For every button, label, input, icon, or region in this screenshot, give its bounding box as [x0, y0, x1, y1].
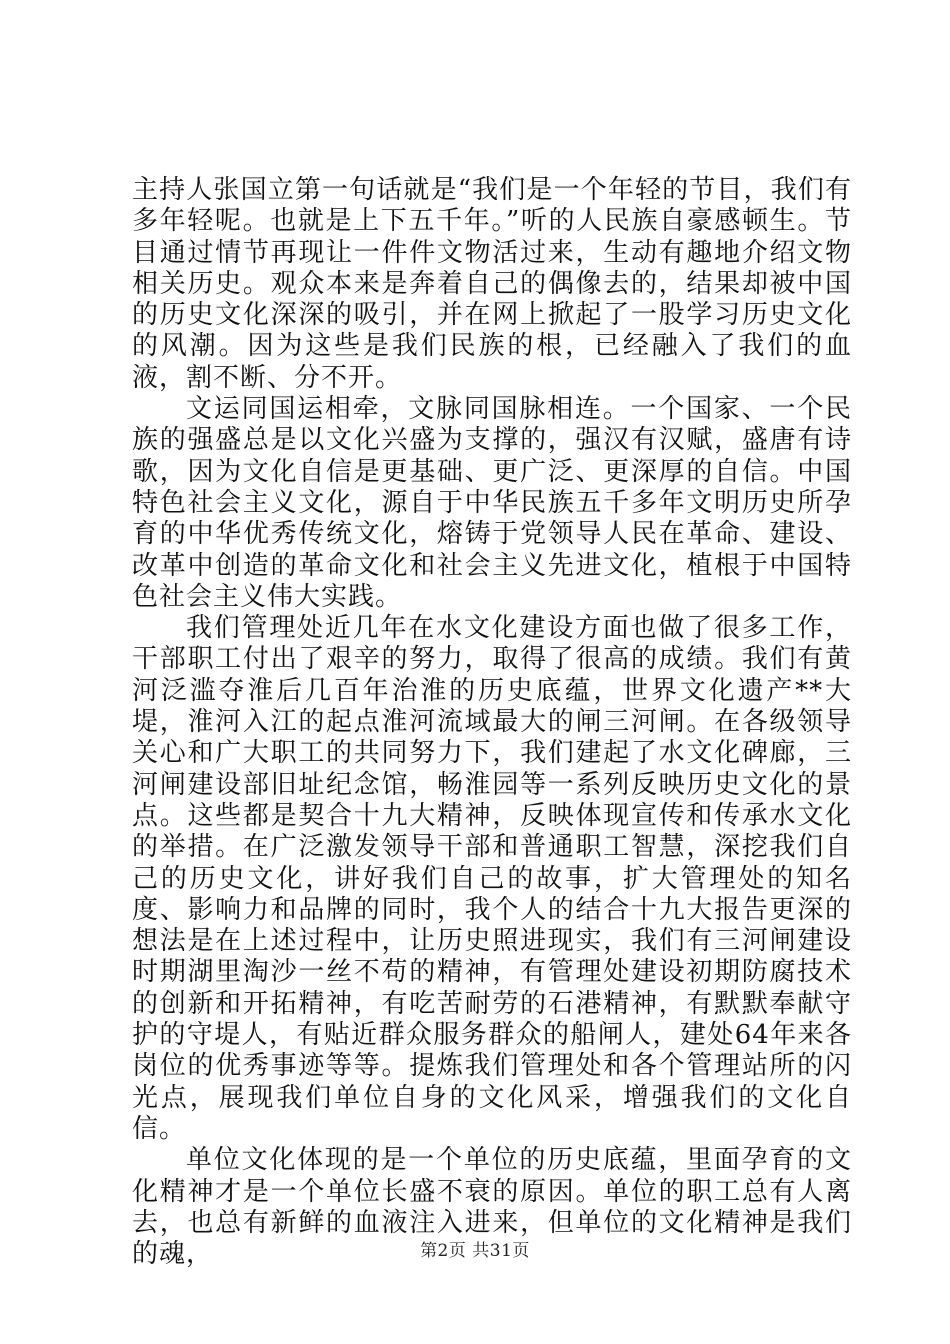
paragraph-2: 文运同国运相牵，文脉同国脉相连。一个国家、一个民族的强盛总是以文化兴盛为支撑的，强汉有汉赋，盛唐有诗歌，因为文化自信是更基础、更广泛、更深厚的自信。中国特色社会主义文化，源自于中华民族五千多年文明历史所孕育的中华优秀传统文化，熔铸于党领导人民在革命、建设、改革中创造的革命文化和社会主义先进文化，植根于中国特色社会主义伟大实践。	[132, 394, 852, 612]
paragraph-3: 我们管理处近几年在水文化建设方面也做了很多工作，干部职工付出了艰辛的努力，取得了很高的成绩。我们有黄河泛滥夺淮后几百年治淮的历史底蕴，世界文化遗产**大堤，淮河入江的起点淮河流域最大的闸三河闸。在各级领导关心和广大职工的共同努力下，我们建起了水文化碑廊，三河闸建设部旧址纪念馆，畅淮园等一系列反映历史文化的景点。这些都是契合十九大精神，反映体现宣传和传承水文化的举措。在广泛激发领导干部和普通职工智慧，深挖我们自己的历史文化，讲好我们自己的故事，扩大管理处的知名度、影响力和品牌的同时，我个人的结合十九大报告更深的想法是在上述过程中，让历史照进现实，我们有三河闸建设时期湖里淘沙一丝不苟的精神，有管理处建设初期防腐技术的创新和开拓精神，有吃苦耐劳的石港精神，有默默奉献守护的守堤人，有贴近群众服务群众的船闸人，建处64年来各岗位的优秀事迹等等。提炼我们管理处和各个管理站所的闪光点，展现我们单位自身的文化风采，增强我们的文化自信。	[132, 613, 852, 1144]
paragraph-1: 主持人张国立第一句话就是“我们是一个年轻的节目，我们有多年轻呢。也就是上下五千年。”听的人民族自豪感顿生。节目通过情节再现让一件件文物活过来，生动有趣地介绍文物相关历史。观众本来是奔着自己的偶像去的，结果却被中国的历史文化深深的吸引，并在网上掀起了一股学习历史文化的风潮。因为这些是我们民族的根，已经融入了我们的血液，割不断、分不开。	[132, 175, 852, 393]
document-body	[132, 175, 852, 1270]
page-footer	[0, 1240, 950, 1262]
page-number-label: 第2页 共31页	[420, 1241, 530, 1261]
paragraph-4: 单位文化体现的是一个单位的历史底蕴，里面孕育的文化精神才是一个单位长盛不衰的原因。单位的职工总有人离去，也总有新鲜的血液注入进来，但单位的文化精神是我们的魂，	[132, 1145, 852, 1270]
